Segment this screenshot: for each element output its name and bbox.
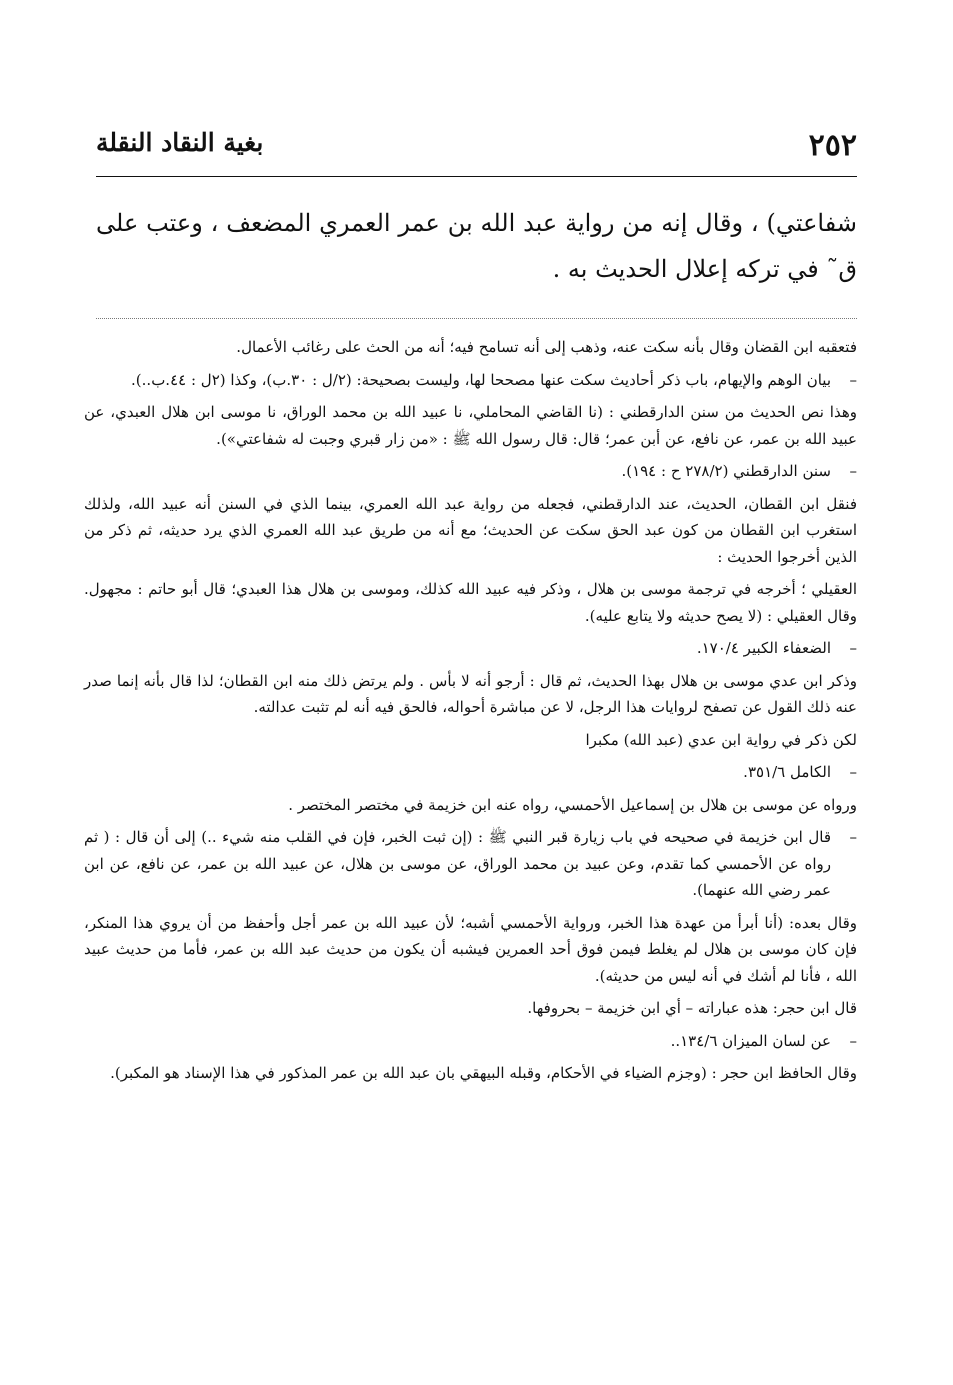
footnote-reference-text: الضعفاء الكبير ١٧٠/٤. (696, 639, 831, 657)
footnote-reference (84, 635, 857, 662)
footnote-dash: – (849, 763, 857, 781)
footnote-paragraph: العقيلي ؛ أخرجه في ترجمة موسى بن هلال ، وذكر فيه عبيد الله كذلك، وموسى بن هلال هذا العبدي؛ قال أبو حاتم : مجهول. وقال العقيلي : (لا يصح حديثه ولا يتابع عليه). (84, 580, 857, 625)
footnote-dash: – (849, 370, 857, 389)
footnote-paragraph: لكن ذكر في رواية ابن عدي (عبد الله) مكبرا (585, 730, 857, 749)
footnote-paragraph: وقال الحافظ ابن حجر : (وجزم الضياء في الأحكام، وقبله البيهقي بان عبد الله بن عمر المذكور في هذا الإسناد هو المكبر). (110, 1064, 857, 1082)
footnote-paragraph: فنقل ابن القطان، الحديث، عند الدارقطني، فجعله من رواية عبد الله العمري، بينما الذي في السنن أنه عبيد الله، ولذلك استغرب ابن القطان من كون عبد الحق سكت عن الحديث؛ مع أنه من طريق عبد الله العمري الذي يرد حديثه، ثم ذكر من الذين أخرجوا الحديث : (84, 494, 857, 566)
footnote-reference (84, 367, 857, 394)
footnote-reference (84, 824, 857, 904)
footnote-dash: – (849, 1031, 857, 1050)
footnote-paragraph: وقال بعده: (أنا أبرأ من عهدة هذا الخبر، ورواية الأحمسي أشبه؛ لأن عبيد الله بن عمر أجل وأحفظ من أن يروي هذا المنكر، فإن كان موسى بن هلال لم يغلط فيمن فوق أحد العمرين فيشبه أن يكون من حديث عبد الله بن عمر، فأما من حديث عبيد الله ، فأنا لم أشك في أنه ليس من حديثه). (84, 913, 857, 985)
footnote-paragraph: قال ابن حجر: هذه عباراته – أي ابن خزيمة – بحروفها. (527, 999, 857, 1017)
footnote-reference-text: الكامل ٣٥١/٦. (743, 763, 831, 781)
footnote-paragraph: وهذا نص الحديث من سنن الدارقطني : (نا القاضي المحاملي، نا عبيد الله بن محمد الوراق، نا موسى ابن هلال العبدي، عن عبيد الله بن عمر، عن نافع، عن أبن عمر؛ قال: قال رسول الله ﷺ : «من زار قبري وجبت له شفاعتي»). (84, 403, 857, 448)
footnote-paragraph: وذكر ابن عدي موسى بن هلال بهذا الحديث، ثم قال : أرجو أنه لا بأس . ولم يرتض ذلك منه ابن القطان؛ لذا قال بأنه إنما صدر عنه ذلك القول عن تصفح لروايات هذا الرجل، لا عن مباشرة أحواله، فالحق فيه أنه لم تثبت عدالته. (84, 671, 857, 716)
footnote-reference (84, 759, 857, 786)
header-rule (96, 176, 857, 177)
footnote-reference (84, 1028, 857, 1055)
page-number: ٢٥٢ (808, 128, 857, 163)
footnote-dash: – (849, 639, 857, 657)
footnotes (84, 334, 857, 1093)
page-header (96, 128, 857, 172)
footnote-reference-text: عن لسان الميزان ١٣٤/٦.. (670, 1031, 831, 1050)
footnote-reference-text: سنن الدارقطني (٢٧٨/٢ ح : ١٩٤). (621, 462, 831, 480)
footnote-reference (84, 458, 857, 485)
footnote-dash: – (849, 462, 857, 480)
footnote-paragraph: فتعقبه ابن القضان وقال بأنه سكت عنه، وذهب إلى أنه تسامح فيه؛ أنه من الحث على رغائب الأعمال. (236, 338, 857, 356)
book-title: بغية النقاد النقلة (96, 128, 264, 157)
footnote-reference-text: قال ابن خزيمة في صحيحه في باب زيارة قبر النبي ﷺ : (إن ثبت الخبر، فإن في القلب منه شيء ..) إلى أن قال : ( ثم رواه عن الأحمسي كما تقدم، وعن عبيد بن محمد الوراق، عن موسى بن هلال، عن عبيد الله بن عمر، عن نافع، عن ابن عمر رضي الله عنهما). (84, 828, 831, 899)
footnote-dash: – (849, 828, 857, 846)
footnote-reference-text: بيان الوهم والإيهام، باب ذكر أحاديث سكت عنها مصححا لها، وليست بصحيحة: (٢/ل : ٣٠.ب)، وكذا (٢ل : ٤٤.ب..). (131, 370, 831, 389)
footnote-separator (96, 318, 857, 319)
footnote-paragraph: ورواه عن موسى بن هلال بن إسماعيل الأحمسي، رواه عنه ابن خزيمة في مختصر المختصر . (288, 795, 857, 814)
main-text: شفاعتي) ، وقال إنه من رواية عبد الله بن عمر العمري المضعف ، وعتب على ق˜ في تركه إعلال الحديث به . (96, 209, 857, 283)
